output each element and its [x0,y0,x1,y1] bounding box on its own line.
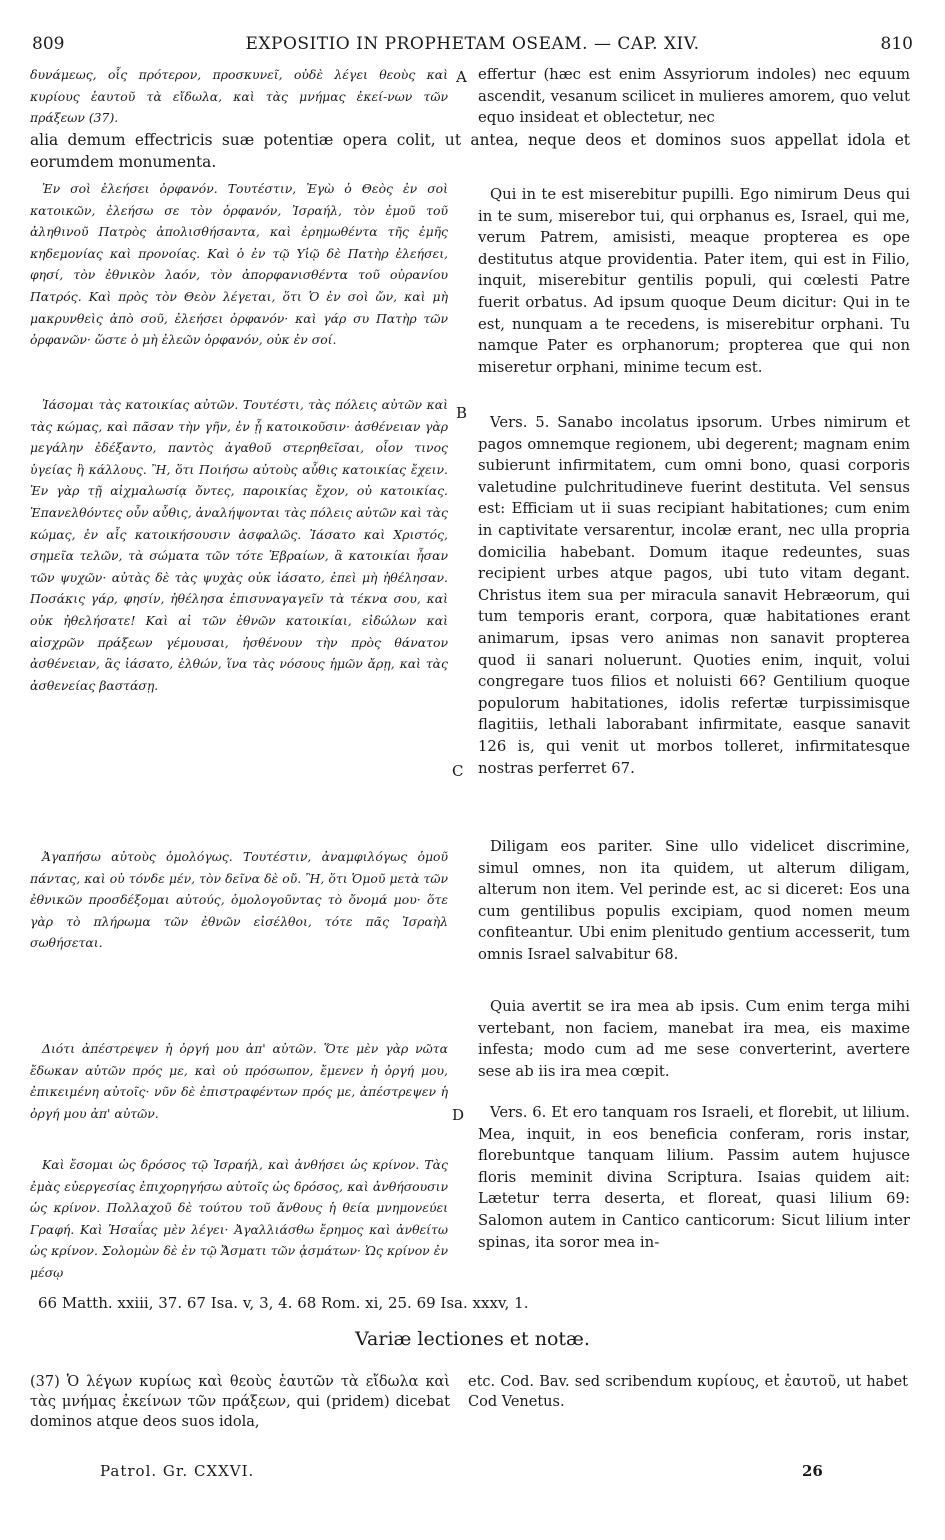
greek-column [30,178,448,1324]
page-number-right: 810 [880,34,913,54]
running-title: EXPOSITIO IN PROPHETAM OSEAM. — CAP. XIV. [245,34,700,54]
latin-paragraph: Diligam eos pariter. Sine ullo videlicet discrimine, simul omnes, non ita quidem, ut alterum diligam, alterum non item. Vel perinde est, ac si diceret: Eos una cum gentilibus populis excipiam, quod nomen meum confiteantur. Ubi enim plenitudo gentium accesserit, tum omnis Israel salvabitur 68. [478,838,910,963]
latin-intro-text: effertur (hæc est enim Assyriorum indoles) nec equum ascendit, vesanum scilicet in mulieres amorem, quo velut equo insideat et oblectetur, nec [478,66,910,127]
latin-paragraph: Vers. 5. Sanabo incolatus ipsorum. Urbes nimirum et pagos omnemque regionem, ubi degerent; magnam enim subierunt infirmitatem, cum omni bono, quasi corporis valetudine pulchritudineve fuerint destituta. Vel sensus est: Efficiam ut ii suas recipiant habitationes; cum enim in captivitate versarentur, incolæ erant, nec ulla propria domicilia habebant. Domum itaque redeuntes, suas recipient urbes atque pagos, ubi tuto vitam degant. Christus item sua per miracula sanavit Hebræorum, qui tum temporis erant, corpora, quæ habitationes erant animarum, ipsas vero animas non sanavit propterea quod ii sanari noluerunt. Quoties enim, inquit, volui congregare tuos filios et noluisti 66? Gentilium quoque populorum habitationes, idolis refertæ turpissimisque flagitiis, lethali laborabant infirmitate, easque sanavit 126 is, qui venit ut morbos tolleret, infirmitatesque nostras perferret 67. [478,414,910,777]
marker-c: C [452,762,464,780]
variant-note-right-text: etc. Cod. Bav. sed scribendum κυρίους, et ἑαυτοῦ, ut habet Cod Venetus. [468,1374,908,1410]
full-width-line [30,130,910,173]
variant-note-left [30,1372,450,1432]
marker-a: A [456,68,467,86]
variant-note-right [468,1372,908,1412]
variant-note-left-text: (37) Ὁ λέγων κυρίως καὶ θεοὺς ἑαυτῶν τὰ εἴδωλα καὶ τὰς μνήμας ἐκείνων τῶν πράξεων, qui (pridem) dicebat dominos atque deos suos idola, [30,1374,450,1430]
latin-paragraph: Vers. 6. Et ero tanquam ros Israeli, et florebit, ut lilium. Mea, inquit, in eos beneficia conferam, roris instar, florebuntque tanquam lilium. Passim autem hujusce floris meminit divina Scriptura. Isaias quidem ait: Lætetur terra deserta, et floreat, quasi lilium 69: Salomon autem in Cantico canticorum: Sicut lilium inter spinas, ita soror mea in- [478,1104,910,1251]
greek-intro [30,64,448,129]
footnote-references: 66 Matth. xxiii, 37. 67 Isa. v, 3, 4. 68 Rom. xi, 25. 69 Isa. xxxv, 1. [38,1294,529,1312]
marker-d: D [452,1106,465,1124]
latin-column [478,184,910,1256]
greek-paragraph: Διότι ἀπέστρεψεν ἡ ὀργή μου ἀπ' αὐτῶν. Ὅτε μὲν γὰρ νῶτα ἔδωκαν αὐτῶν πρός με, καὶ οὐ πρόσωπον, ἔμενεν ἡ ὀργή μου, ἐπικειμένη αὐτοῖς· νῦν δὲ ἐπιστραφέντων πρός με, ἀπέστρεψεν ἡ ὀργή μου ἀπ' αὐτῶν. [30,1041,448,1121]
greek-paragraph: Ἀγαπήσω αὐτοὺς ὁμολόγως. Τουτέστιν, ἀναμφιλόγως ὁμοῦ πάντας, καὶ οὐ τόνδε μέν, τὸν δεῖνα δὲ οὔ. Ἢ, ὅτι Ὁμοῦ μετὰ τῶν ἐθνικῶν προσδέξομαι αὐτούς, ὁμολογοῦντας τὸ ὄνομά μου· ὅτε γὰρ τὸ πλήρωμα τῶν ἐθνῶν εἰσέλθοι, τότε πᾶς Ἰσραὴλ σωθήσεται. [30,849,448,951]
latin-intro [478,64,910,129]
footer-volume: Patrol. Gr. CXXVI. [100,1462,255,1480]
greek-intro-text: δυνάμεως, οἷς πρότερον, προσκυνεῖ, οὐδὲ λέγει θεοὺς καὶ κυρίους ἑαυτοῦ τὰ εἴδωλα, καὶ τὰς μνήμας ἐκεί-νων τῶν πράξεων (37). [30,67,448,126]
greek-paragraph: Ἐν σοὶ ἐλεήσει ὀρφανόν. Τουτέστιν, Ἐγὼ ὁ Θεὸς ἐν σοὶ κατοικῶν, ἐλεήσω σε τὸν ὀρφανόν, Ἰσραήλ, τὸν ἐμοῦ τοῦ ἀληθινοῦ Πατρὸς ἀπολισθήσαντα, καὶ ἐρημωθέντα τῆς ἐμῆς κηδεμονίας καὶ προνοίας. Καὶ ὁ ἐν τῷ Υἱῷ δὲ Πατὴρ ἐλεήσει, φησί, τὸν ἐθνικὸν λαόν, τὸν ἀπορφανισθέντα τοῦ οὐρανίου Πατρός. Καὶ πρὸς τὸν Θεὸν λέγεται, ὅτι Ὁ ἐν σοὶ ὤν, καὶ μὴ μακρυνθεὶς ἀπὸ σοῦ, ἐλεήσει ὀρφανόν· καὶ γάρ συ Πατὴρ τῶν ὀρφανῶν· ὥστε ὁ μὴ ἐλεῶν ὀρφανόν, οὐκ ἐν σοί. [30,181,448,348]
footer-signature: 26 [802,1462,823,1480]
greek-paragraph: Καὶ ἔσομαι ὡς δρόσος τῷ Ἰσραήλ, καὶ ἀνθήσει ὡς κρίνον. Τὰς ἐμὰς εὐεργεσίας ἐπιχορηγήσω αὐτοῖς ὡς δρόσος, καὶ ἀνθήσουσιν ὡς κρίνον. Πολλαχοῦ δὲ τούτου τοῦ ἄνθους ἡ θεία μνημονεύει Γραφή. Καὶ Ἡσαΐας μὲν λέγει· Ἀγαλλιάσθω ἔρημος καὶ ἀνθείτω ὡς κρίνον. Σολομὼν δὲ ἐν τῷ Ἄσματι τῶν ᾀσμάτων· Ὡς κρίνον ἐν μέσῳ [30,1157,448,1280]
marker-b: B [456,404,468,422]
full-width-text: alia demum effectricis suæ potentiæ opera colit, ut antea, neque deos et dominos suos appellat idola et eorumdem monumenta. [30,131,910,171]
latin-paragraph: Qui in te est miserebitur pupilli. Ego nimirum Deus qui in te sum, miserebor tui, qui orphanus es, Israel, qui me, verum Patrem, amisisti, meaque propterea es ope destitutus atque providentia. Pater item, qui est in Filio, inquit, miserebitur gentilis populi, qui cœlesti Patre fuerit orbatus. Ad ipsum quoque Deum dicitur: Qui in te est, nunquam a te recedens, is miserebitur orphani. Tu namque Pater es orphanorum; propterea que qui non miseretur orphani, minime tecum est. [478,186,910,376]
latin-paragraph: Quia avertit se ira mea ab ipsis. Cum enim terga mihi vertebant, non faciem, manebat ira mea, eis maxime infesta; modo cum ad me sese converterint, avertere sese ab iis ira mea cœpit. [478,998,910,1080]
notes-heading: Variæ lectiones et notæ. [355,1328,590,1350]
greek-paragraph: Ἰάσομαι τὰς κατοικίας αὐτῶν. Τουτέστι, τὰς πόλεις αὐτῶν καὶ τὰς κώμας, καὶ πᾶσαν τὴν γῆν, ἐν ᾗ κατοικοῦσιν· ἀσθένειαν γὰρ μεγάλην ἐδέξαντο, παντὸς ἀγαθοῦ στερηθεῖσαι, οἷον τινος ὑγείας ἢ κάλλους. Ἢ, ὅτι Ποιήσω αὐτοὺς αὖθις κατοικίας ἔχειν. Ἐν γὰρ τῇ αἰχμαλωσίᾳ ὄντες, παροικίας ἔχον, οὐ κατοικίας. Ἐπανελθόντες οὖν αὖθις, ἀναλήψονται τὰς πόλεις αὐτῶν καὶ τὰς κώμας, ἐν αἷς κατοικήσουσιν ἀσφαλῶς. Ἰάσατο καὶ Χριστός, σημεῖα τελῶν, τὰ σώματα τῶν τότε Ἑβραίων, ἃ κατοικίαι ἦσαν τῶν ψυχῶν· αὐτὰς δὲ τὰς ψυχὰς οὐκ ἰάσατο, ἐπεὶ μὴ ἠθέλησαν. Ποσάκις γάρ, φησίν, ἠθέλησα ἐπισυναγαγεῖν τὰ τέκνα σου, καὶ οὐκ ἠθελήσατε! Καὶ αἱ τῶν ἐθνῶν κατοικίαι, εἰδώλων καὶ αἰσχρῶν πράξεων γέμουσαι, ἠσθένουν τὴν πρὸς θάνατον ἀσθένειαν, ἃς ἰάσατο, ἐλθών, ἵνα τὰς νόσους ἡμῶν ἄρῃ, καὶ τὰς ἀσθενείας βαστάσῃ. [30,397,448,693]
page-number-left: 809 [32,34,65,54]
